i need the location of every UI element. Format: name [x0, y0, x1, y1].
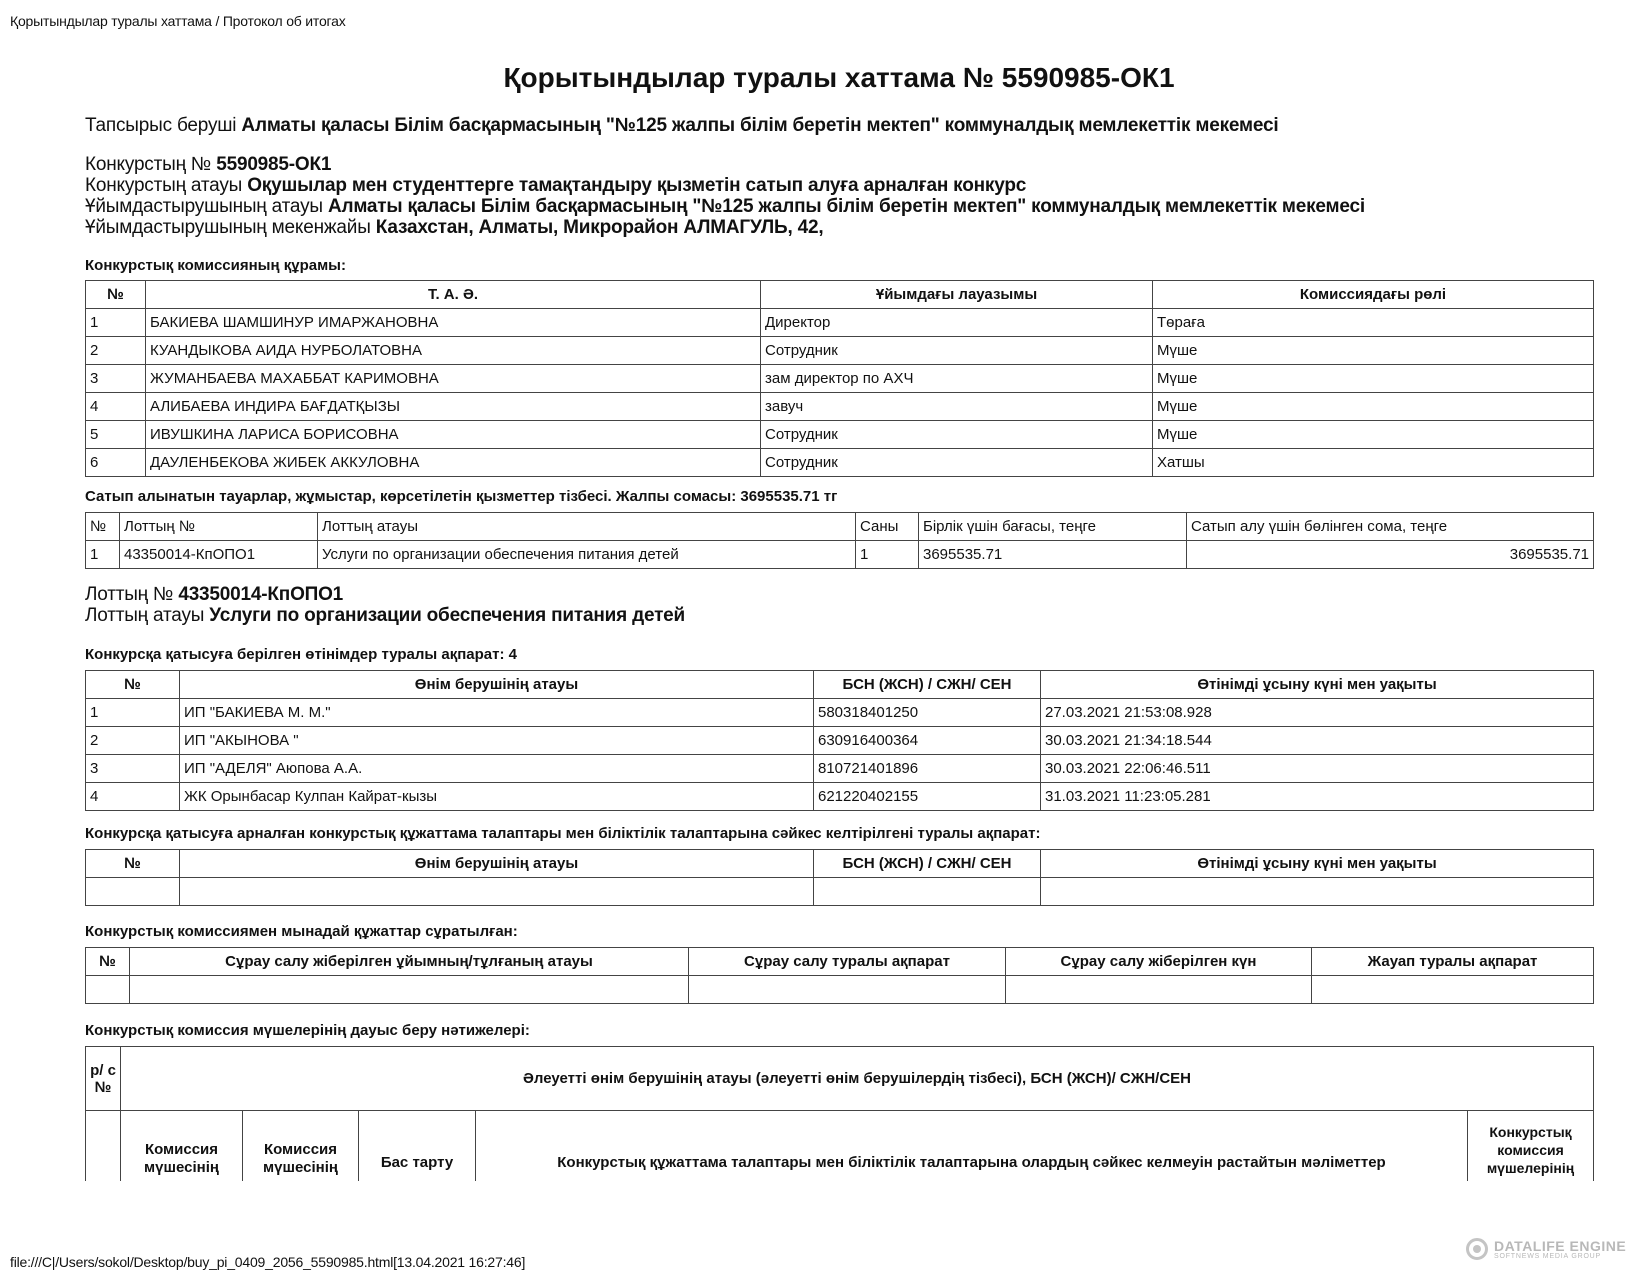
- cell: 3695535.71: [1187, 541, 1594, 569]
- table-row: [86, 393, 1594, 421]
- watermark-main: DATALIFE ENGINE: [1494, 1237, 1627, 1254]
- lot-name-value: Услуги по организации обеспечения питания детей: [209, 605, 686, 626]
- cell: Мүше: [1153, 365, 1594, 393]
- cell: АЛИБАЕВА ИНДИРА БАҒДАТҚЫЗЫ: [146, 393, 761, 421]
- cell: 3: [86, 365, 146, 393]
- cell: [814, 878, 1041, 906]
- goods-table: [85, 512, 1594, 569]
- cell: 31.03.2021 11:23:05.281: [1041, 783, 1594, 811]
- cell: 580318401250: [814, 699, 1041, 727]
- table-row: [86, 365, 1594, 393]
- cell: 1: [86, 699, 180, 727]
- cell: Хатшы: [1153, 449, 1594, 477]
- cell: ИВУШКИНА ЛАРИСА БОРИСОВНА: [146, 421, 761, 449]
- col-subheader: Конкурстық комиссия мүшелерінің: [1468, 1111, 1594, 1181]
- table-row: [86, 878, 1594, 906]
- cell: [1312, 976, 1594, 1004]
- cell: 1: [856, 541, 919, 569]
- applications-header-row: [86, 671, 1594, 699]
- cell: 30.03.2021 22:06:46.511: [1041, 755, 1594, 783]
- col-header: №: [86, 281, 146, 309]
- cell: 2: [86, 337, 146, 365]
- cell: Услуги по организации обеспечения питания детей: [318, 541, 856, 569]
- col-header: Сұрау салу туралы ақпарат: [689, 948, 1006, 976]
- col-header: Жауап туралы ақпарат: [1312, 948, 1594, 976]
- col-header: Өнім берушінің атауы: [180, 850, 814, 878]
- contest-number-label: Конкурстың №: [85, 154, 212, 175]
- organizer-address-value: Казахстан, Алматы, Микрорайон АЛМАГУЛЬ, 42,: [375, 217, 824, 238]
- datalife-logo-icon: [1466, 1238, 1488, 1260]
- col-subheader: Конкурстық құжаттама талаптары мен біліктілік талаптарына олардың сәйкес келмеуін растайтын мәліметтер: [476, 1111, 1468, 1181]
- cell: 4: [86, 783, 180, 811]
- applications-title: Конкурсқа қатысуға берілген өтінімдер туралы ақпарат: 4: [85, 646, 517, 663]
- page-header: Қорытындылар туралы хаттама / Протокол об итогах: [10, 13, 346, 29]
- col-header: Саны: [856, 513, 919, 541]
- cell: 630916400364: [814, 727, 1041, 755]
- col-header-no: р/ с №: [86, 1047, 121, 1111]
- cell: 27.03.2021 21:53:08.928: [1041, 699, 1594, 727]
- col-header: №: [86, 671, 180, 699]
- cell: 30.03.2021 21:34:18.544: [1041, 727, 1594, 755]
- cell: 810721401896: [814, 755, 1041, 783]
- cell: 43350014-КпОПО1: [120, 541, 318, 569]
- applications-table: [85, 670, 1594, 811]
- cell: завуч: [761, 393, 1153, 421]
- organizer-name-value: Алматы қаласы Білім басқармасының "№125 жалпы білім беретін мектеп" коммуналдық мемлекеттік мекемесі: [327, 196, 1365, 217]
- table-row: [86, 337, 1594, 365]
- col-header: Өтінімді ұсыну күні мен уақыты: [1041, 671, 1594, 699]
- compliance-header-row: [86, 850, 1594, 878]
- cell: [86, 976, 130, 1004]
- requests-table: [85, 947, 1594, 1004]
- col-header: №: [86, 948, 130, 976]
- commission-header-row: [86, 281, 1594, 309]
- col-header-supplier: Әлеуетті өнім берушінің атауы (әлеуетті өнім берушілердің тізбесі), БСН (ЖСН)/ СЖН/СЕН: [121, 1047, 1594, 1111]
- cell: 2: [86, 727, 180, 755]
- compliance-title: Конкурсқа қатысуға арналған конкурстық құжаттама талаптары мен біліктілік талаптарына сәйкес келтірілгені туралы ақпарат:: [85, 825, 1041, 842]
- cell: 1: [86, 309, 146, 337]
- col-header: Өтінімді ұсыну күні мен уақыты: [1041, 850, 1594, 878]
- cell: Сотрудник: [761, 337, 1153, 365]
- organizer-name-line: [85, 196, 1365, 218]
- lot-number-line: [85, 584, 343, 606]
- col-subheader: Комиссия мүшесінің: [121, 1111, 243, 1181]
- watermark-sub: SOFTNEWS MEDIA GROUP: [1494, 1252, 1602, 1260]
- cell: 6: [86, 449, 146, 477]
- requests-header-row: [86, 948, 1594, 976]
- col-header: БСН (ЖСН) / СЖН/ СЕН: [814, 850, 1041, 878]
- contest-number-value: 5590985-ОК1: [216, 154, 332, 175]
- lot-number-value: 43350014-КпОПО1: [178, 584, 344, 605]
- voting-subheader-row: [86, 1111, 1594, 1181]
- requests-title: Конкурстық комиссиямен мынадай құжаттар сұратылған:: [85, 923, 518, 940]
- cell: [1006, 976, 1312, 1004]
- table-row: [86, 727, 1594, 755]
- cell: [130, 976, 689, 1004]
- watermark: [1466, 1238, 1626, 1260]
- col-header: Лоттың №: [120, 513, 318, 541]
- col-header: Лоттың атауы: [318, 513, 856, 541]
- lot-name-line: [85, 605, 685, 627]
- cell: Директор: [761, 309, 1153, 337]
- cell: [180, 878, 814, 906]
- organizer-name-label: Ұйымдастырушының атауы: [85, 196, 323, 217]
- cell: [86, 878, 180, 906]
- lot-name-label: Лоттың атауы: [85, 605, 205, 626]
- cell: Мүше: [1153, 421, 1594, 449]
- contest-name-label: Конкурстың атауы: [85, 175, 243, 196]
- cell: 4: [86, 393, 146, 421]
- table-row: [86, 755, 1594, 783]
- contest-name-line: [85, 175, 1026, 197]
- document-title: Қорытындылар туралы хаттама № 5590985-ОК1: [503, 62, 1175, 93]
- col-header: БСН (ЖСН) / СЖН/ СЕН: [814, 671, 1041, 699]
- cell: ИП "АДЕЛЯ" Аюпова А.А.: [180, 755, 814, 783]
- col-header: Сатып алу үшін бөлінген сома, теңге: [1187, 513, 1594, 541]
- contest-number-line: [85, 154, 331, 176]
- col-subheader: Бас тарту: [359, 1111, 476, 1181]
- table-row: [86, 541, 1594, 569]
- cell: 5: [86, 421, 146, 449]
- table-row: [86, 309, 1594, 337]
- cell: Төраға: [1153, 309, 1594, 337]
- goods-title: Сатып алынатын тауарлар, жұмыстар, көрсетілетін қызметтер тізбесі. Жалпы сомасы: 3695535.71 тг: [85, 488, 838, 505]
- commission-table: [85, 280, 1594, 477]
- col-header: Бірлік үшін бағасы, теңге: [919, 513, 1187, 541]
- cell: 1: [86, 541, 120, 569]
- col-header: №: [86, 850, 180, 878]
- col-subheader: Комиссия мүшесінің: [243, 1111, 359, 1181]
- page-footer: file:///C|/Users/sokol/Desktop/buy_pi_0409_2056_5590985.html[13.04.2021 16:27:46]: [10, 1254, 526, 1270]
- table-row: [86, 783, 1594, 811]
- voting-table: [85, 1046, 1594, 1181]
- lot-number-label: Лоттың №: [85, 584, 174, 605]
- cell: [689, 976, 1006, 1004]
- organizer-address-label: Ұйымдастырушының мекенжайы: [85, 217, 371, 238]
- compliance-table: [85, 849, 1594, 906]
- cell: Сотрудник: [761, 449, 1153, 477]
- cell: ЖУМАНБАЕВА МАХАББАТ КАРИМОВНА: [146, 365, 761, 393]
- cell: ИП "АКЫНОВА ": [180, 727, 814, 755]
- cell: зам директор по АХЧ: [761, 365, 1153, 393]
- cell: 621220402155: [814, 783, 1041, 811]
- organizer-address-line: [85, 217, 823, 239]
- col-header: Өнім берушінің атауы: [180, 671, 814, 699]
- customer-value: Алматы қаласы Білім басқармасының "№125 жалпы білім беретін мектеп" коммуналдық мемлекеттік мекемесі: [241, 115, 1279, 136]
- voting-title: Конкурстық комиссия мүшелерінің дауыс беру нәтижелері:: [85, 1022, 530, 1039]
- table-row: [86, 976, 1594, 1004]
- customer-line: [85, 115, 1278, 137]
- cell: БАКИЕВА ШАМШИНУР ИМАРЖАНОВНА: [146, 309, 761, 337]
- col-header: Т. А. Ә.: [146, 281, 761, 309]
- table-row: [86, 449, 1594, 477]
- cell: 3: [86, 755, 180, 783]
- col-header: Сұрау салу жіберілген ұйымның/тұлғаның атауы: [130, 948, 689, 976]
- col-subheader-empty: [86, 1111, 121, 1181]
- commission-title: Конкурстық комиссияның құрамы:: [85, 257, 346, 274]
- contest-name-value: Оқушылар мен студенттерге тамақтандыру қызметін сатып алуға арналған конкурс: [247, 175, 1027, 196]
- cell: ЖК Орынбасар Кулпан Кайрат-кызы: [180, 783, 814, 811]
- col-header: Ұйымдағы лауазымы: [761, 281, 1153, 309]
- cell: КУАНДЫКОВА АИДА НУРБОЛАТОВНА: [146, 337, 761, 365]
- col-header: №: [86, 513, 120, 541]
- cell: Сотрудник: [761, 421, 1153, 449]
- cell: [1041, 878, 1594, 906]
- goods-header-row: [86, 513, 1594, 541]
- customer-label: Тапсырыс беруші: [85, 115, 237, 136]
- table-row: [86, 699, 1594, 727]
- col-header: Сұрау салу жіберілген күн: [1006, 948, 1312, 976]
- voting-header-row: [86, 1047, 1594, 1111]
- table-row: [86, 421, 1594, 449]
- cell: Мүше: [1153, 393, 1594, 421]
- cell: Мүше: [1153, 337, 1594, 365]
- col-header: Комиссиядағы рөлі: [1153, 281, 1594, 309]
- cell: ИП "БАКИЕВА М. М.": [180, 699, 814, 727]
- cell: ДАУЛЕНБЕКОВА ЖИБЕК АККУЛОВНА: [146, 449, 761, 477]
- cell: 3695535.71: [919, 541, 1187, 569]
